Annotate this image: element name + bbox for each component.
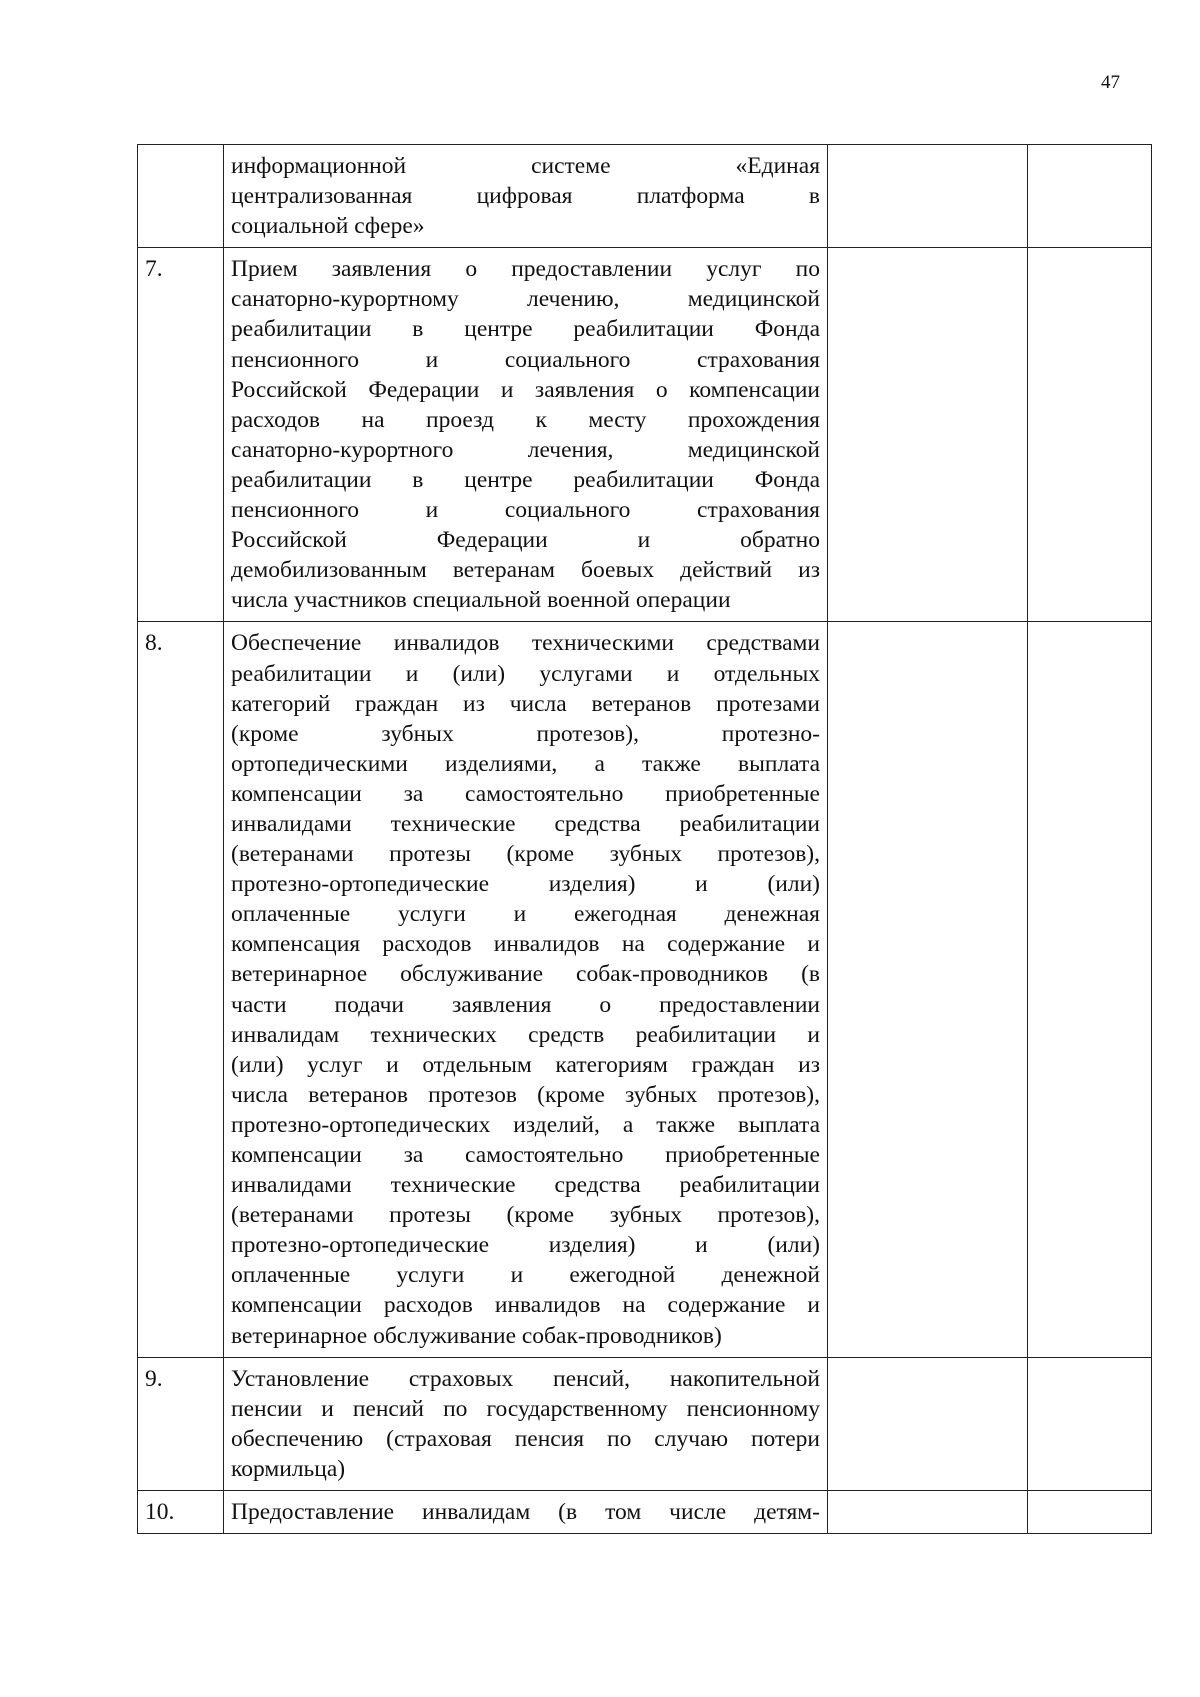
empty-cell-col3	[828, 248, 1028, 622]
row-number-cell: 10.	[138, 1491, 224, 1534]
services-table	[137, 144, 1152, 1534]
text-line: ветеринарное обслуживание собак-проводников)	[231, 1322, 722, 1349]
text-line: компенсация расходов инвалидов на содержание и	[231, 931, 820, 958]
empty-cell-col3	[828, 1491, 1028, 1534]
text-line: социальной сфере»	[231, 213, 425, 240]
text-line: санаторно-курортному лечению, медицинской	[231, 286, 820, 313]
empty-cell-col4	[1028, 1491, 1152, 1534]
text-line: реабилитации в центре реабилитации Фонда	[231, 466, 820, 493]
text-line: ортопедическими изделиями, а также выплата	[231, 750, 820, 777]
row-number-cell: 8.	[138, 622, 224, 1357]
empty-cell-col3	[828, 1357, 1028, 1490]
text-line: Российской Федерации и заявления о компенсации	[231, 376, 820, 403]
text-line: числа ветеранов протезов (кроме зубных протезов),	[231, 1081, 820, 1108]
empty-cell-col4	[1028, 622, 1152, 1357]
text-line: (ветеранами протезы (кроме зубных протезов),	[231, 1202, 820, 1229]
text-line: обеспечению (страховая пенсия по случаю потери	[231, 1425, 820, 1452]
text-line: компенсации за самостоятельно приобретенные	[231, 1142, 820, 1168]
text-line: числа участников специальной военной операции	[231, 587, 731, 614]
table-row	[138, 1491, 1152, 1534]
row-number-cell	[138, 145, 224, 248]
empty-cell-col4	[1028, 145, 1152, 248]
text-line: оплаченные услуги и ежегодная денежная	[231, 901, 820, 928]
text-line: демобилизованным ветеранам боевых действий из	[231, 557, 820, 584]
service-description-cell	[224, 1491, 828, 1534]
table-row	[138, 622, 1152, 1357]
text-line: категорий граждан из числа ветеранов протезами	[231, 690, 820, 717]
text-line: централизованная цифровая платформа в	[231, 183, 820, 210]
text-line: Установление страховых пенсий, накопительной	[231, 1365, 820, 1392]
text-line: реабилитации в центре реабилитации Фонда	[231, 316, 820, 343]
text-line: пенсии и пенсий по государственному пенсионному	[231, 1395, 820, 1422]
empty-cell-col4	[1028, 248, 1152, 622]
table-row	[138, 145, 1152, 248]
text-line: инвалидами технические средства реабилитации	[231, 810, 820, 837]
text-line: Прием заявления о предоставлении услуг по	[231, 256, 820, 283]
text-line: Российской Федерации и обратно	[231, 527, 820, 554]
text-line: части подачи заявления о предоставлении	[231, 991, 820, 1018]
text-line: (или) услуг и отдельным категориям граждан из	[231, 1051, 820, 1078]
table-body	[138, 145, 1152, 1534]
service-description-cell	[224, 145, 828, 248]
text-line: санаторно-курортного лечения, медицинской	[231, 436, 820, 463]
text-line: (ветеранами протезы (кроме зубных протезов),	[231, 841, 820, 868]
page-number: 47	[1101, 72, 1120, 93]
text-line: реабилитации и (или) услугами и отдельных	[231, 660, 820, 687]
table-row	[138, 248, 1152, 622]
text-line: ветеринарное обслуживание собак-проводников (в	[231, 961, 820, 988]
text-line: инвалидами технические средства реабилитации	[231, 1172, 820, 1199]
text-line: кормильца)	[231, 1455, 346, 1482]
text-line: оплаченные услуги и ежегодной денежной	[231, 1262, 820, 1289]
text-line: (кроме зубных протезов), протезно-	[231, 720, 820, 747]
row-number-cell: 9.	[138, 1357, 224, 1490]
empty-cell-col3	[828, 145, 1028, 248]
text-line: Обеспечение инвалидов техническими средствами	[231, 630, 820, 657]
text-line: расходов на проезд к месту прохождения	[231, 406, 820, 433]
text-line: компенсации за самостоятельно приобретенные	[231, 780, 820, 807]
text-line: протезно-ортопедические изделия) и (или)	[231, 1232, 820, 1259]
text-line: информационной системе «Единая	[231, 153, 820, 179]
empty-cell-col4	[1028, 1357, 1152, 1490]
service-description-cell	[224, 1357, 828, 1490]
table-row	[138, 1357, 1152, 1490]
text-line: протезно-ортопедических изделий, а также выплата	[231, 1111, 820, 1138]
text-line: пенсионного и социального страхования	[231, 497, 820, 524]
text-line: инвалидам технических средств реабилитации и	[231, 1021, 820, 1048]
text-line: компенсации расходов инвалидов на содержание и	[231, 1292, 820, 1319]
empty-cell-col3	[828, 622, 1028, 1357]
text-line: пенсионного и социального страхования	[231, 346, 820, 373]
service-description-cell	[224, 622, 828, 1357]
row-number-cell: 7.	[138, 248, 224, 622]
service-description-cell	[224, 248, 828, 622]
text-line: протезно-ортопедические изделия) и (или)	[231, 871, 820, 898]
text-line: Предоставление инвалидам (в том числе детям-	[231, 1499, 820, 1526]
